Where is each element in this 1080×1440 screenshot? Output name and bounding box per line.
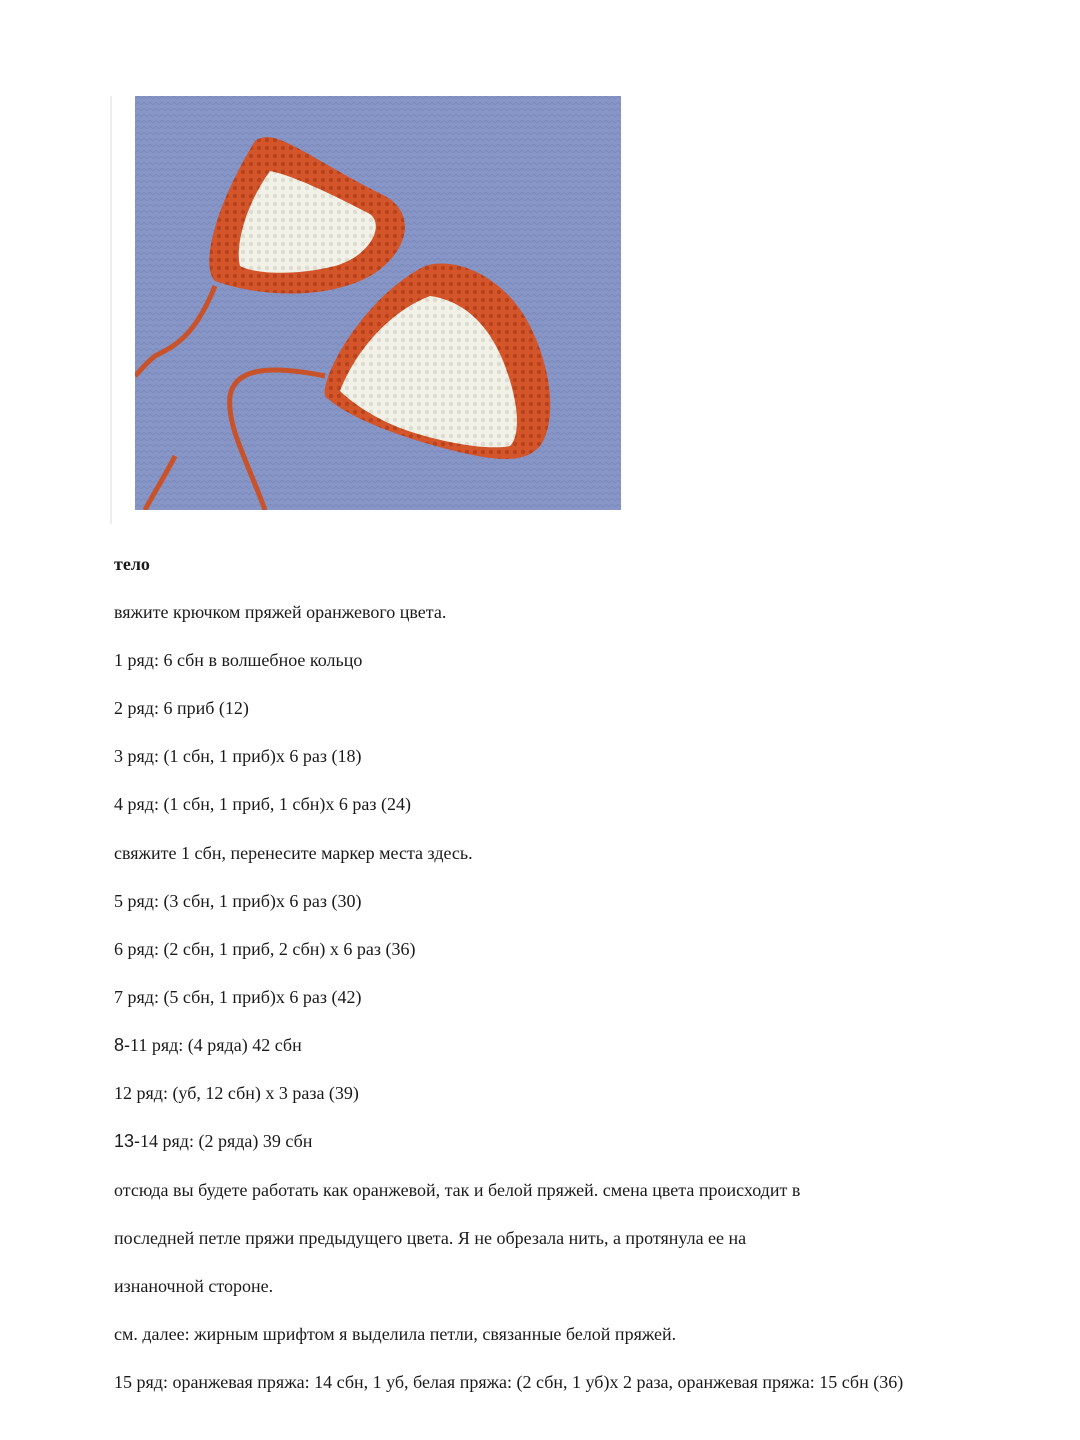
- instruction-line: свяжите 1 сбн, перенесите маркер места здесь.: [114, 843, 473, 863]
- instruction-line: 7 ряд: (5 сбн, 1 приб)х 6 раз (42): [114, 987, 362, 1007]
- instruction-line: 1 ряд: 6 сбн в волшебное кольцо: [114, 650, 363, 670]
- section-title: тело: [114, 554, 150, 574]
- color-note-line: отсюда вы будете работать как оранжевой, так и белой пряжей. смена цвета происходит в: [114, 1180, 801, 1200]
- row-15-instruction: 15 ряд: оранжевая пряжа: 14 сбн, 1 уб, белая пряжа: (2 сбн, 1 уб)х 2 раза, оранжевая пряжа: 15 сбн (36): [114, 1372, 904, 1392]
- photo-frame: [110, 96, 622, 524]
- color-note-line: изнаночной стороне.: [114, 1276, 274, 1296]
- instruction-line: вяжите крючком пряжей оранжевого цвета.: [114, 602, 447, 622]
- instruction-line: 5 ряд: (3 сбн, 1 приб)х 6 раз (30): [114, 891, 362, 911]
- instruction-line: [114, 1130, 312, 1152]
- instruction-line: [114, 1034, 302, 1056]
- instruction-line: 12 ряд: (уб, 12 сбн) х 3 раза (39): [114, 1083, 359, 1103]
- row-text: 14 ряд: (2 ряда) 39 сбн: [140, 1131, 313, 1151]
- bold-note: см. далее: жирным шрифтом я выделила петли, связанные белой пряжей.: [114, 1324, 677, 1344]
- row-number: 8-: [114, 1035, 131, 1055]
- color-note-line: последней петле пряжи предыдущего цвета. Я не обрезала нить, а протянула ее на: [114, 1228, 747, 1248]
- crochet-ears-photo: [135, 96, 621, 510]
- instruction-line: 3 ряд: (1 сбн, 1 приб)х 6 раз (18): [114, 746, 362, 766]
- instruction-line: 6 ряд: (2 сбн, 1 приб, 2 сбн) х 6 раз (36): [114, 939, 416, 959]
- instruction-line: 2 ряд: 6 приб (12): [114, 698, 249, 718]
- row-text: 11 ряд: (4 ряда) 42 сбн: [130, 1035, 302, 1055]
- row-number: 13-: [114, 1131, 141, 1151]
- instruction-line: 4 ряд: (1 сбн, 1 приб, 1 сбн)х 6 раз (24): [114, 794, 411, 814]
